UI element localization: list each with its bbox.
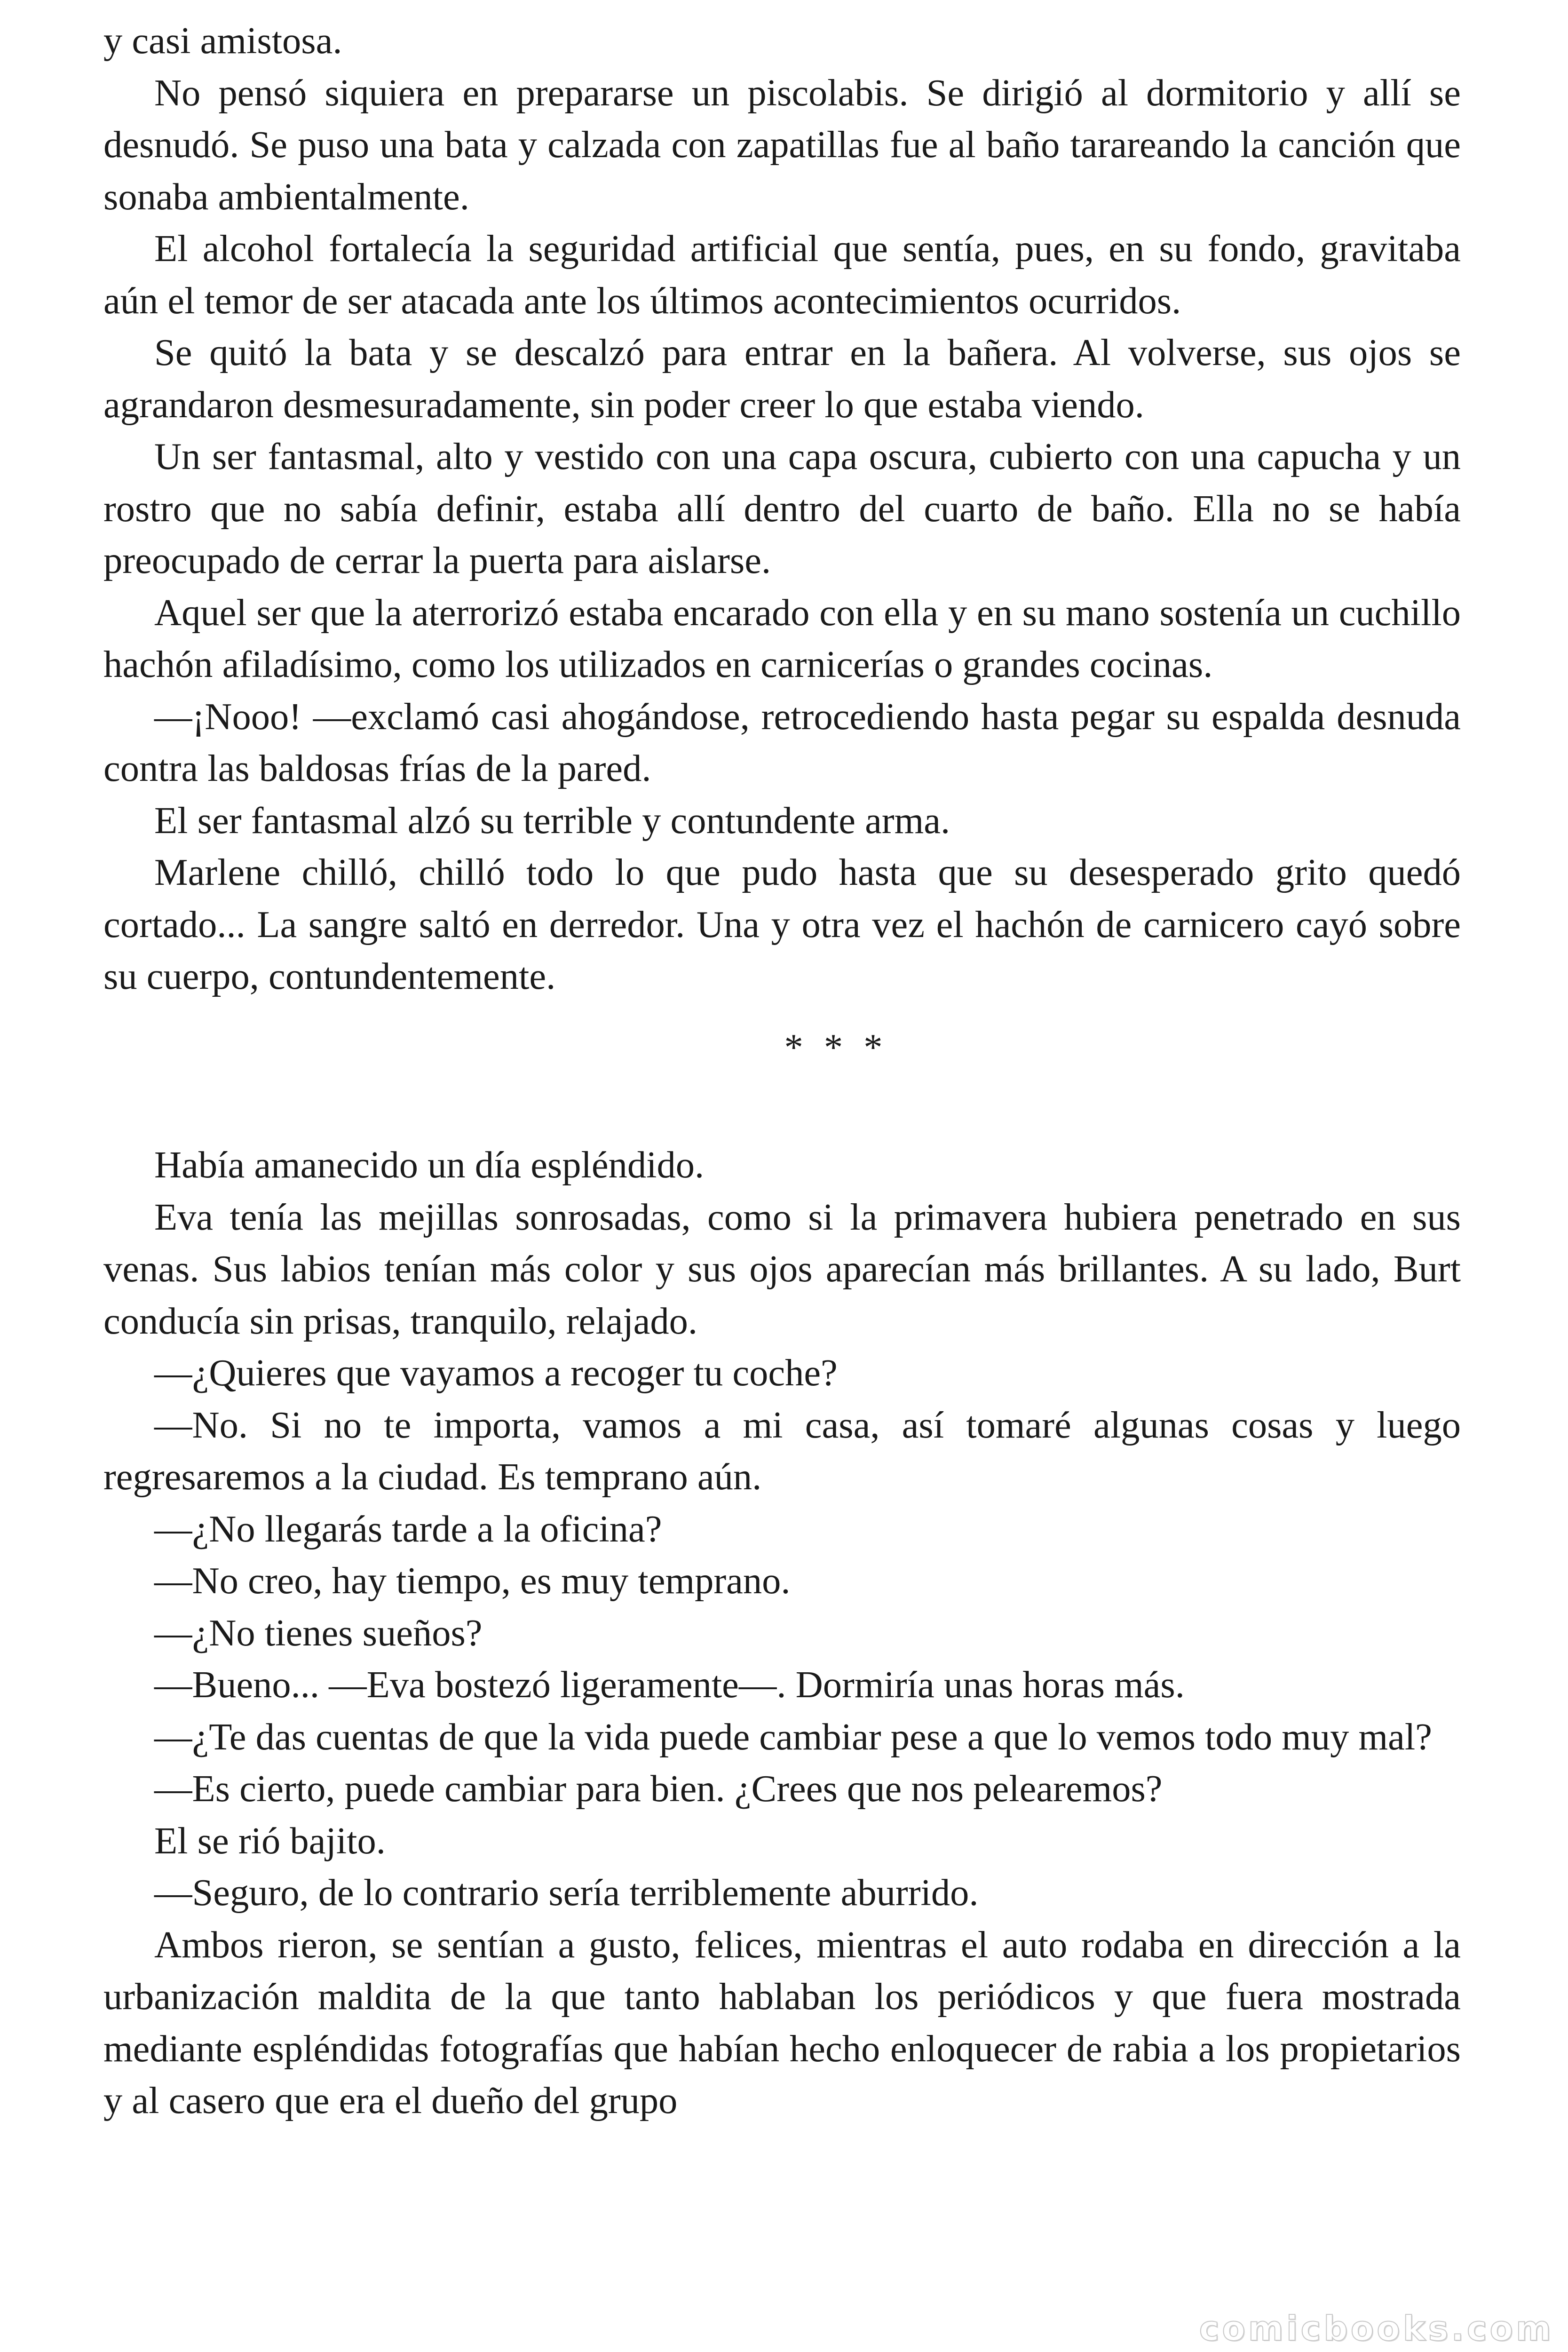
paragraph: Marlene chilló, chilló todo lo que pudo hasta que su desesperado grito quedó cortado... La sangre saltó en derredor. Una y otra vez el hachón de carnicero cayó sobre su cuerpo, contundentemente. xyxy=(103,851,1461,997)
paragraph: Aquel ser que la aterrorizó estaba encarado con ella y en su mano sostenía un cuchillo hachón afiladísimo, como los utilizados en carnicerías o grandes cocinas. xyxy=(103,591,1461,685)
paragraph: Un ser fantasmal, alto y vestido con una capa oscura, cubierto con una capucha y un rostro que no sabía definir, estaba allí dentro del cuarto de baño. Ella no se había preocupado de cerrar la puerta para aislarse. xyxy=(103,436,1461,581)
paragraph: —¿No tienes sueños? xyxy=(154,1612,483,1654)
paragraph: Eva tenía las mejillas sonrosadas, como si la primavera hubiera penetrado en sus venas. Sus labios tenían más color y sus ojos aparecían más brillantes. A su lado, Burt conducía sin prisas, tranquilo, relajado. xyxy=(103,1196,1461,1342)
paragraph: —¿Quieres que vayamos a recoger tu coche? xyxy=(154,1352,838,1394)
paragraph: El alcohol fortalecía la seguridad artificial que sentía, pues, en su fondo, gravitaba aún el temor de ser atacada ante los últimos acontecimientos ocurridos. xyxy=(103,228,1461,322)
paragraph: —Bueno... —Eva bostezó ligeramente—. Dormiría unas horas más. xyxy=(154,1664,1185,1706)
paragraph: Se quitó la bata y se descalzó para entrar en la bañera. Al volverse, sus ojos se agrandaron desmesuradamente, sin poder creer lo que estaba viendo. xyxy=(103,332,1461,426)
paragraph: —¡Nooo! —exclamó casi ahogándose, retrocediendo hasta pegar su espalda desnuda contra las baldosas frías de la pared. xyxy=(103,695,1461,789)
paragraph: y casi amistosa. xyxy=(103,20,342,62)
paragraph: El ser fantasmal alzó su terrible y contundente arma. xyxy=(154,799,950,842)
paragraph: —No. Si no te importa, vamos a mi casa, así tomaré algunas cosas y luego regresaremos a la ciudad. Es temprano aún. xyxy=(103,1404,1461,1498)
paragraph: —¿No llegarás tarde a la oficina? xyxy=(154,1508,662,1550)
paragraph: No pensó siquiera en prepararse un piscolabis. Se dirigió al dormitorio y allí se desnudó. Se puso una bata y calzada con zapatillas fue al baño tarareando la canción que sonaba ambientalmente. xyxy=(103,72,1461,218)
paragraph: —Seguro, de lo contrario sería terriblemente aburrido. xyxy=(154,1872,979,1914)
paragraph: —No creo, hay tiempo, es muy temprano. xyxy=(154,1560,791,1602)
paragraph: El se rió bajito. xyxy=(154,1820,386,1862)
paragraph: Había amanecido un día espléndido. xyxy=(154,1144,705,1186)
watermark: comicbooks.com xyxy=(1199,2309,1554,2348)
paragraph: —¿Te das cuentas de que la vida puede cambiar pese a que lo vemos todo muy mal? xyxy=(154,1716,1432,1758)
page-body xyxy=(103,15,1461,2127)
scene-break: * * * xyxy=(784,1026,888,1068)
paragraph: Ambos rieron, se sentían a gusto, felices, mientras el auto rodaba en dirección a la urbanización maldita de la que tanto hablaban los periódicos y que fuera mostrada mediante espléndidas fotografías que habían hecho enloquecer de rabia a los propietarios y al casero que era el dueño del grupo xyxy=(103,1923,1461,2122)
paragraph: —Es cierto, puede cambiar para bien. ¿Crees que nos pelearemos? xyxy=(154,1768,1163,1810)
